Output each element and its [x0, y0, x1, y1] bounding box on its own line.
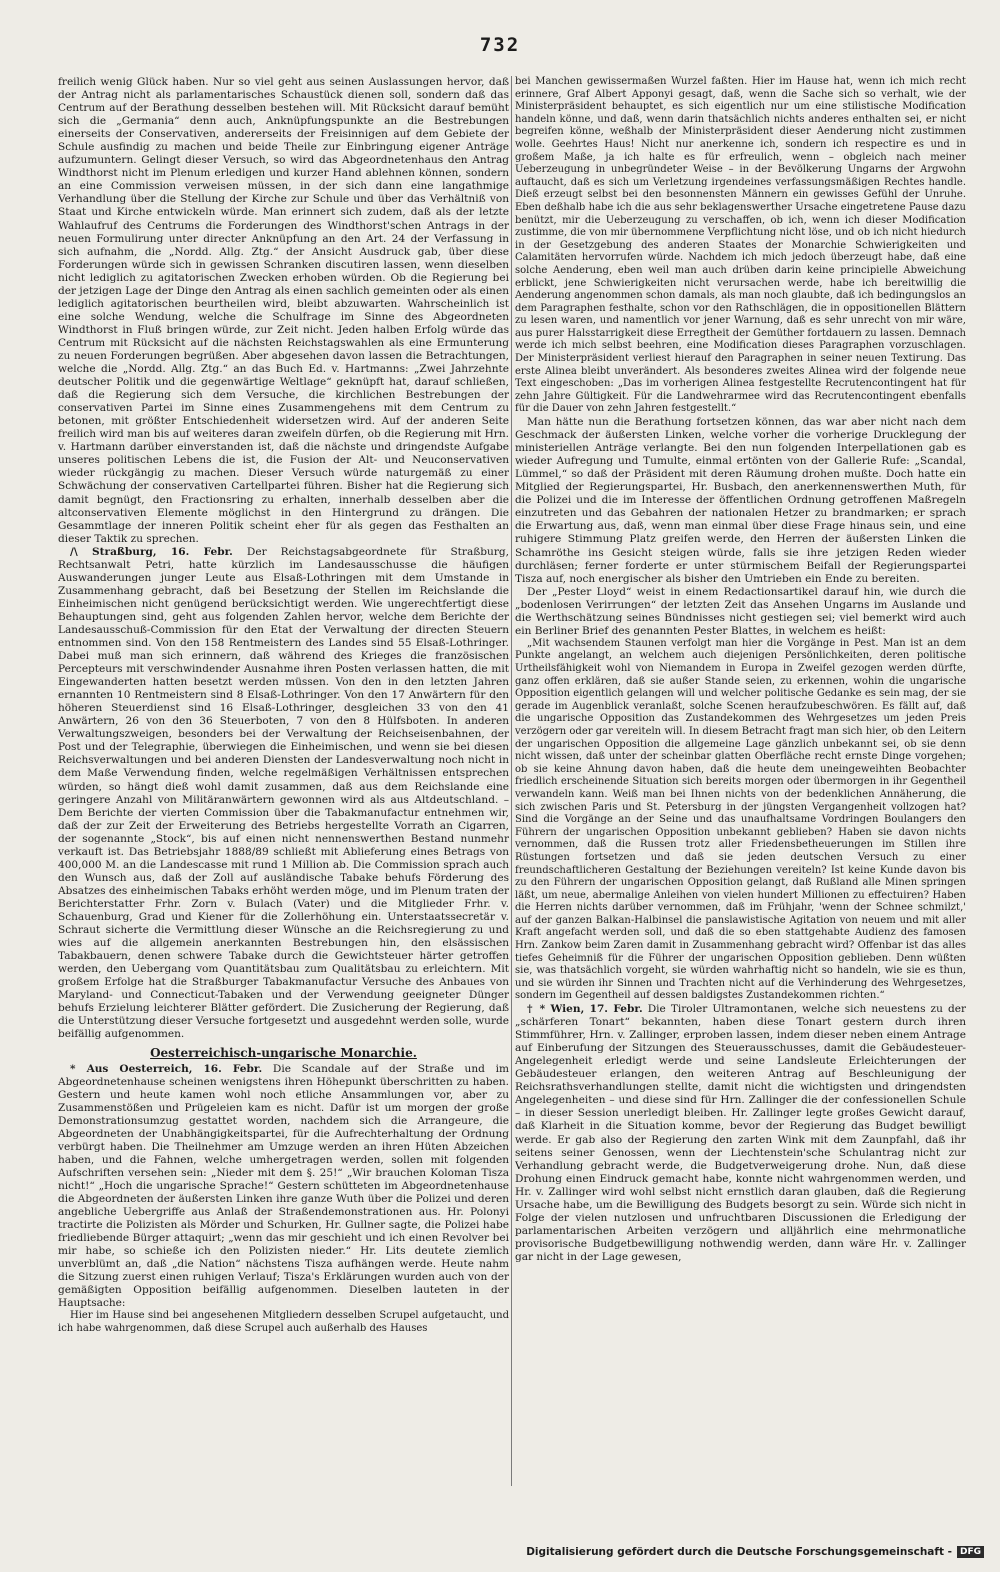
page-number: 732 [479, 34, 521, 56]
paragraph-text: Die Scandale auf der Straße und im Abgeordnetenhause scheinen wenigstens ihren Höhepunkt überschritten zu haben. Gestern und heute kamen wohl noch etliche Ansammlungen vor, aber zu Zusammenstößen und Prügeleien kam es nicht. Dafür ist um morgen der große Demonstrationsumzug gestattet worden, nachdem sich die Arrangeure, die Abgeordneten der Unabhängigkeitspartei, für die Aufrechterhaltung der Ordnung verbürgt haben. Die Theilnehmer am Umzuge werden an ihren Hüten Abzeichen haben, und die Fahnen, welche umhergetragen werden, sollen mit folgenden Aufschriften versehen sein: „Nieder mit dem §. 25!“ „Wir brauchen Koloman Tisza nicht!“ „Hoch die ungarische Sprache!“ Gestern schütteten im Abgeordnetenhause die Abgeordneten der äußersten Linken ihre ganze Wuth über die Polizei und deren angebliche Uebergriffe aus Anlaß der Straßendemonstrationen aus. Hr. Polonyi tractirte die Polizisten als Mörder und Schurken, Hr. Gullner sagte, die Polizei habe friedliebende Bürger attaquirt; „wenn das mir geschieht und ich einen Revolver bei mir habe, so schieße ich den Polizisten nieder.“ Hr. Lits deutete ziemlich unverblümt an, daß „die Nation“ nächstens Tisza aufhängen werde. Heute nahm die Sitzung zuerst einen ruhigen Verlauf; Tisza's Erklärungen wurden auch von der gemäßigten Opposition beifällig aufgenommen. Dieselben lauteten in der Hauptsache: [58, 1062, 509, 1310]
dateline: * Aus Oesterreich, 16. Febr. [70, 1062, 263, 1075]
quoted-letter: „Mit wachsendem Staunen verfolgt man hier die Vorgänge in Pest. Man ist an dem Punkte angelangt, an welchem auch diejenigen Persönlichkeiten, deren politische Urtheilsfähigkeit wohl von Niemandem in Europa in Zweifel gezogen werden dürfte, ganz offen erklären, daß sie außer Stande seien, zu erkennen, wohin die ungarische Opposition eigentlich gelangen will und welcher politische Gedanke es sein mag, der sie gerade im Augenblick veranlaßt, solche Scenen heraufzubeschwören. Es fällt auf, daß die ungarische Opposition das Zustandekommen des Wehrgesetzes um jeden Preis verzögern oder gar vereiteln will. In diesem Betracht fragt man sich hier, ob den Leitern der ungarischen Opposition die allgemeine Lage gänzlich unbekannt sei, ob sie denn nicht wissen, daß unter der scheinbar glatten Oberfläche recht ernste Dinge vorgehen; ob sie keine Ahnung davon haben, daß die heute dem uneingeweihten Beobachter friedlich erscheinende Situation sich bereits morgen oder übermorgen in ihr Gegentheil verwandeln kann. Weiß man bei Ihnen nichts von der bedenklichen Annäherung, die sich zwischen Paris und St. Petersburg in der jüngsten Vergangenheit vollzogen hat? Sind die Vorgänge an der Seine und das unaufhaltsame Vordringen Boulangers den Führern der ungarischen Opposition unbekannt geblieben? Haben sie davon nichts vernommen, daß die Russen trotz aller Friedensbetheuerungen im Stillen ihre Rüstungen fortsetzen und daß sie jeden deutschen Versuch zu einer freundschaftlicheren Gestaltung der Beziehungen vereiteln? Ist keine Kunde davon bis zu den Führern der ungarischen Opposition gelangt, daß Rußland alle Minen springen läßt, um neue, abermalige Anleihen von vielen hundert Millionen zu effectuiren? Haben die Herren nichts darüber vernommen, daß im Frühjahr, 'wenn der Schnee schmilzt,' auf der ganzen Balkan-Halbinsel die panslawistische Agitation von neuem und mit aller Kraft angefacht werden soll, und daß die so eben stattgehabte Audienz des famosen Hrn. Zankow beim Zaren damit in Zusammenhang gebracht wird? Offenbar ist das alles tiefes Geheimniß für die Führer der ungarischen Opposition geblieben. Denn wüßten sie, was thatsächlich vorgeht, sie würden wahrhaftig nicht so handeln, wie sie es thun, und sie würden ihr Sinnen und Trachten nicht auf die Verhinderung des Wehrgesetzes, sondern im Gegentheil auf dessen baldigstes Zustandekommen richten.“ [515, 637, 966, 1002]
dateline: /\ Straßburg, 16. Febr. [70, 545, 233, 558]
footer-credit: Digitalisierung gefördert durch die Deutsche Forschungsgemeinschaft - [526, 1546, 952, 1558]
article-paragraph [58, 1063, 509, 1311]
paragraph-text: Die Tiroler Ultramontanen, welche sich neuestens zu der „schärferen Tonart“ bekannten, haben diese Tonart gestern durch ihren Stimmführer, Hrn. v. Zallinger, erproben lassen, indem dieser neben einem Antrage auf Einberufung der Sitzungen des Steuerausschusses, damit die Gebäudesteuer-Angelegenheit erledigt werde und seine Landsleute Erleichterungen der Gebäudesteuer erlangen, den weiteren Antrag auf Beschleunigung der Reichsrathsverhandlungen stellte, damit nicht die wichtigsten und dringendsten Angelegenheiten – und diese sind für Hrn. Zallinger die der confessionellen Schule – in dieser Session unerledigt bleiben. Hr. Zallinger legte großes Gewicht darauf, daß Klarheit in die Situation komme, bevor der Regierung das Budget bewilligt werde. Er gab also der Regierung den zarten Wink mit dem Zaunpfahl, daß ihr seitens seiner Genossen, wenn der Liechtenstein'sche Schulantrag nicht zur Verhandlung gebracht werde, die Budgetverweigerung drohe. Nun, daß diese Drohung einen Eindruck gemacht habe, konnte nicht wahrgenommen werden, und Hr. v. Zallinger wird wohl selbst nicht ernstlich daran glauben, daß die Regierung Ursache habe, um die Bewilligung des Budgets besorgt zu sein. Würde sich nicht in Folge der vielen nutzlosen und unfruchtbaren Discussionen die Erledigung der parlamentarischen Arbeiten verzögern und alljährlich eine mehrmonatliche provisorische Budgetbewilligung nothwendig werden, dann wäre Hr. v. Zallinger gar nicht in der Lage gewesen, [515, 1003, 966, 1263]
paragraph-text: Der Reichstagsabgeordnete für Straßburg, Rechtsanwalt Petri, hatte kürzlich im Landesausschusse die häufigen Auswanderungen junger Leute aus Elsaß-Lothringen mit dem Umstande in Zusammenhang gebracht, daß bei Besetzung der Stellen im Reichslande die Einheimischen nicht genügend berücksichtigt werden. Wie ungerechtfertigt diese Behauptungen sind, geht aus folgenden Zahlen hervor, welche dem Berichte der Landesausschuß-Commission für den Etat der Verwaltung der directen Steuern entnommen sind. Von den 158 Rentmeistern des Landes sind 55 Elsaß-Lothringer. Dabei muß man sich erinnern, daß während des Krieges die französischen Percepteurs mit verschwindender Ausnahme ihren Posten verlassen hatten, die mit Eingewanderten hatten besetzt werden müssen. Von den in den letzten Jahren ernannten 10 Rentmeistern sind 8 Elsaß-Lothringer. Von den 17 Anwärtern für den höheren Steuerdienst sind 16 Elsaß-Lothringer, desgleichen 33 von den 41 Anwärtern, 26 von den 36 Steuerboten, 7 von den 8 Hülfsboten. In anderen Verwaltungszweigen, besonders bei der Verwaltung der Reichseisenbahnen, der Post und der Telegraphie, überwiegen die Einheimischen, und wenn sie bei diesen Reichsverwaltungen und bei anderen Diensten der Landesverwaltung noch nicht in dem Maße Verwendung finden, welche regelmäßigen Verhältnissen entsprechen würden, so hängt dieß wohl damit zusammen, daß aus dem Reichslande eine geringere Anzahl von Militäranwärtern gewonnen wird als aus Altdeutschland. – Dem Berichte der vierten Commission über die Tabakmanufactur entnehmen wir, daß der zur Zeit der Erweiterung des Betriebs hergestellte Vorrath an Cigarren, der sogenannte „Stock“, bis auf einen nicht nennenswerthen Bestand nunmehr verkauft ist. Das Betriebsjahr 1888/89 schließt mit Ablieferung eines Betrags von 400,000 M. an die Landescasse mit rund 1 Million ab. Die Commission sprach auch den Wunsch aus, daß der Zoll auf ausländische Tabake behufs Förderung des Absatzes des einheimischen Tabaks erhöht werden möge, und im Plenum traten der Berichterstatter Frhr. Zorn v. Bulach (Vater) und die Mitglieder Frhr. v. Schauenburg, Grad und Kiener für die Zollerhöhung ein. Unterstaatssecretär v. Schraut sicherte die Vermittlung dieser Wünsche an die Reichsregierung zu und wies auf die allgemein anerkannten Bestrebungen hin, den elsässischen Tabakbauern, denen schwere Tabake durch die Gewichtsteuer härter getroffen werden, den Uebergang vom Quantitätsbau zum Qualitätsbau zu erleichtern. Mit großem Erfolge hat die Straßburger Tabakmanufactur Versuche des Anbaues von Maryland- und Connecticut-Tabaken und der Verwendung geeigneter Dünger behufs Erzielung leichterer Blätter gefördert. Die Zusicherung der Regierung, daß die Unterstützung dieser Versuche fortgesetzt und ausgedehnt werden solle, wurde beifällig aufgenommen. [58, 545, 509, 1041]
article-paragraph: Man hätte nun die Berathung fortsetzen können, das war aber nicht nach dem Geschmack der äußersten Linken, welche vorher die vorherige Drucklegung der ministeriellen Anträge verlangte. Bei den nun folgenden Interpellationen gab es wieder Aufregung und Tumulte, einmal ertönten von der Gallerie Rufe: „Scandal, Lümmel,“ so daß der Präsident mit deren Räumung drohen mußte. Doch hatte ein Mitglied der Regierungspartei, Hr. Busbach, den anerkennenswerthen Muth, für die Polizei und die im Interesse der öffentlichen Ordnung getroffenen Maßregeln einzutreten und das Gebahren der nationalen Hetzer zu brandmarken; er sprach die Erwartung aus, daß, wenn man einmal über diese Frage hinaus sein, und eine ruhigere Stimmung Platz greifen werde, den Herren der äußersten Linken die Schamröthe ins Gesicht steigen würde, falls sie ihre jetzigen Reden wieder durchläsen; ferner forderte er unter stürmischem Beifall der Regierungspartei Tisza auf, noch energischer als bisher den Umtrieben ein Ende zu bereiten. [515, 416, 966, 585]
column-divider [511, 76, 512, 1486]
quoted-speech: Hier im Hause sind bei angesehenen Mitgliedern desselben Scrupel aufgetaucht, und ich habe wahrgenommen, daß diese Scrupel auch außerhalb des Hauses [58, 1310, 509, 1334]
left-column [58, 76, 509, 1486]
right-column [515, 76, 966, 1486]
article-paragraph: freilich wenig Glück haben. Nur so viel geht aus seinen Auslassungen hervor, daß der Antrag nicht als parlamentarisches Schaustück dienen soll, sondern daß das Centrum auf der Berathung desselben bestehen will. Mit Rücksicht darauf bemüht sich die „Germania“ denn auch, Anknüpfungspunkte an die Bestrebungen einerseits der Conservativen, andererseits der Freisinnigen auf dem Gebiete der Schule ausfindig zu machen und beide Theile zur Einbringung eigener Anträge aufzumuntern. Gelingt dieser Versuch, so wird das Abgeordnetenhaus den Antrag Windthorst nicht im Plenum erledigen und kurzer Hand ablehnen können, sondern an eine Commission verweisen müssen, in der sich dann eine langathmige Verhandlung über die Stellung der Kirche zur Schule und über das Verhältniß von Staat und Kirche entwickeln würde. Man erinnert sich zudem, daß als der letzte Wahlaufruf des Centrums die Forderungen des Windthorst'schen Antrags in der neuen Formulirung unter directer Anknüpfung an den Art. 24 der Verfassung in sich aufnahm, die „Nordd. Allg. Ztg.“ der Ansicht Ausdruck gab, über diese Forderungen würde sich in gewissen Schranken discutiren lassen, wenn dieselben nicht lediglich zu agitatorischen Zwecken erhoben würden. Ob die Regierung bei der jetzigen Lage der Dinge den Antrag als einen sachlich gemeinten oder als einen lediglich agitatorischen beurtheilen wird, bleibt abzuwarten. Wahrscheinlich ist eine solche Wendung, welche die Schulfrage im Sinne des Abgeordneten Windthorst in Fluß bringen würde, zur Zeit nicht. Jeden halben Erfolg würde das Centrum mit Rücksicht auf die nächsten Reichstagswahlen als eine Ermunterung zu neuen Forderungen begrüßen. Aber abgesehen davon lassen die Betrachtungen, welche die „Nordd. Allg. Ztg.“ an das Buch Ed. v. Hartmanns: „Zwei Jahrzehnte deutscher Politik und die gegenwärtige Weltlage“ geknüpft hat, darauf schließen, daß die Regierung sich dem Versuche, die kirchlichen Bestrebungen der conservativen Partei im Sinne eines Zusammengehens mit dem Centrum zu betonen, mit größter Entschiedenheit widersetzen wird. Auf der anderen Seite freilich wird man bis auf weiteres daran zweifeln dürfen, ob die Regierung mit Hrn. v. Hartmann darüber einverstanden ist, daß die nächste und dringendste Aufgabe unseres politischen Lebens die ist, die Fusion der Alt- und Neuconservativen wieder rückgängig zu machen. Dieser Versuch würde naturgemäß zu einer Schwächung der conservativen Cartellpartei führen. Bisher hat die Regierung sich damit begnügt, den Fractionsring zu erhalten, innerhalb desselben aber die altconservativen Elemente möglichst in den Hintergrund zu drängen. Die Gesammtlage der inneren Politik scheint eher für als gegen das Festhalten an dieser Taktik zu sprechen. [58, 76, 509, 545]
footer [526, 1546, 984, 1558]
dfg-logo: DFG [957, 1546, 984, 1558]
section-heading: Oesterreichisch-ungarische Monarchie. [150, 1046, 417, 1061]
dateline: † * Wien, 17. Febr. [527, 1003, 643, 1016]
quoted-speech: bei Manchen gewissermaßen Wurzel faßten. Hier im Hause hat, wenn ich mich recht erinnere, Graf Albert Apponyi gesagt, daß, wenn die Sache sich so verhalt, wie der Ministerpräsident behauptet, es sich eigentlich nur um eine stilistische Modification handeln könne, und daß, wenn darin thatsächlich nichts anderes enthalten sei, er nicht begreifen könne, weßhalb der Ministerpräsident dieser Aenderung nicht zustimmen wolle. Geehrtes Haus! Nicht nur anerkenne ich, sondern ich respectire es und in großem Maße, ja ich halte es für erfreulich, wenn – obgleich nach meiner Ueberzeugung in unbegründeter Weise – in der Bevölkerung Ungarns der Argwohn auftaucht, daß es sich um Verletzung irgendeines verfassungsmäßigen Rechtes handle. Dieß erzeugt selbst bei den besonnensten Männern ein gewisses Gefühl der Unruhe. Eben deßhalb habe ich die aus sehr beklagenswerther Ursache eingetretene Pause dazu benützt, mir die Ueberzeugung zu verschaffen, ob ich, wenn ich dieser Modification zustimme, die von mir übernommene Verpflichtung nicht löse, und ob ich nicht hiedurch in der Gesetzgebung des anderen Staates der Monarchie Schwierigkeiten und Calamitäten hervorrufen würde. Nachdem ich mich jedoch überzeugt habe, daß eine solche Aenderung, eben weil man auch drüben darin keine principielle Abweichung erblickt, jene Schwierigkeiten nicht verursachen werde, habe ich bereitwillig die Aenderung angenommen schon damals, als man noch glaubte, daß ich bedingungslos an dem Paragraphen festhalte, schon vor den Rathschlägen, die in oppositionellen Blättern zu lesen waren, und namentlich vor jener Warnung, daß es sehr unrecht von mir wäre, aus purer Halsstarrigkeit diese Erregtheit der Gemüther fortdauern zu lassen. Demnach werde ich mich selbst beehren, eine Modification dieses Paragraphen vorzuschlagen. Der Ministerpräsident verliest hierauf den Paragraphen in seiner neuen Textirung. Das erste Alinea bleibt unverändert. Als besonderes zweites Alinea wird der folgende neue Text eingeschoben: „Das im vorherigen Alinea festgestellte Recrutencontingent hat für zehn Jahre Gültigkeit. Für die Landwehrarmee wird das Recrutencontingent ebenfalls für die Dauer von zehn Jahren festgestellt.“ [515, 76, 966, 415]
article-paragraph [58, 546, 509, 1042]
article-paragraph: Der „Pester Lloyd“ weist in einem Redactionsartikel darauf hin, wie durch die „bodenlosen Verirrungen“ der letzten Zeit das Ansehen Ungarns im Auslande und die Werthschätzung seines Bündnisses nicht gestiegen sei; viel bemerkt wird auch ein Berliner Brief des genannten Pester Blattes, in welchem es heißt: [515, 585, 966, 637]
article-paragraph [515, 1003, 966, 1264]
